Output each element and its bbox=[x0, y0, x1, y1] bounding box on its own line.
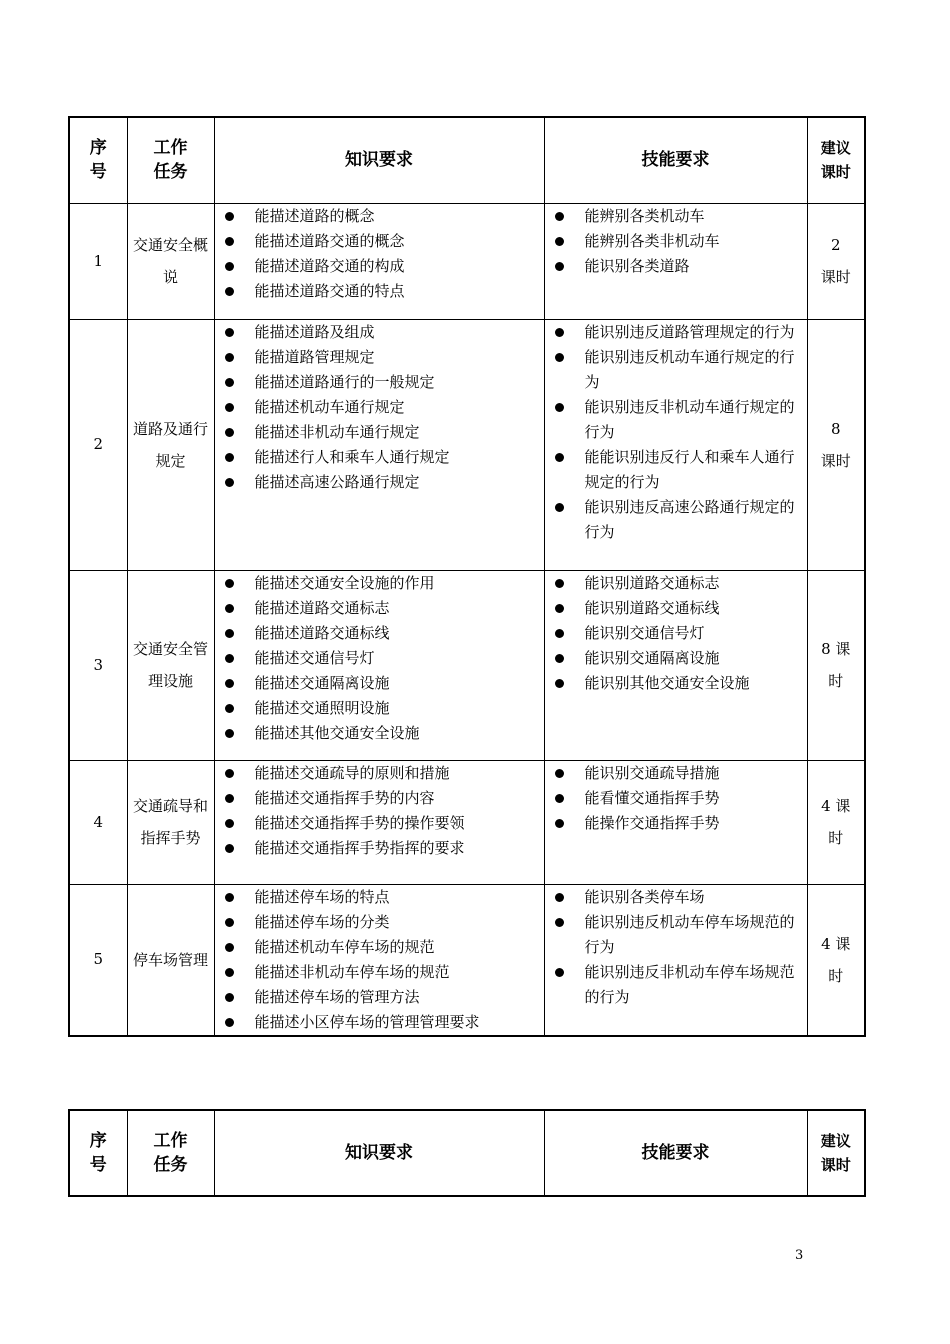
bullet-icon bbox=[225, 328, 234, 337]
skills-list bbox=[545, 204, 807, 279]
row-hours: 8 课时 bbox=[807, 319, 865, 570]
bullet-icon bbox=[555, 794, 564, 803]
list-item bbox=[545, 254, 807, 279]
knowledge-list bbox=[215, 571, 544, 746]
knowledge-item-text: 能描述道路交通标线 bbox=[254, 623, 390, 642]
row-task: 交通安全概说 bbox=[127, 203, 214, 319]
skills-item-text: 能看懂交通指挥手势 bbox=[584, 788, 720, 807]
list-item bbox=[545, 761, 807, 786]
list-item bbox=[215, 761, 544, 786]
bullet-icon bbox=[555, 819, 564, 828]
bullet-icon bbox=[225, 604, 234, 613]
bullet-icon bbox=[555, 968, 564, 977]
list-item bbox=[215, 985, 544, 1010]
row-skills bbox=[544, 203, 807, 319]
course-table bbox=[68, 116, 866, 1037]
list-item bbox=[545, 786, 807, 811]
bullet-icon bbox=[225, 704, 234, 713]
skills-item-text: 能识别违反道路管理规定的行为 bbox=[584, 322, 795, 341]
list-item bbox=[215, 671, 544, 696]
row-knowledge bbox=[214, 570, 544, 760]
list-item bbox=[215, 786, 544, 811]
list-item bbox=[545, 571, 807, 596]
bullet-icon bbox=[555, 604, 564, 613]
bullet-icon bbox=[225, 1018, 234, 1027]
knowledge-item-text: 能描述交通隔离设施 bbox=[254, 673, 390, 692]
bullet-icon bbox=[225, 769, 234, 778]
skills-item-text: 能识别违反非机动车停车场规范的行为 bbox=[584, 962, 795, 1006]
skills-item-text: 能识别其他交通安全设施 bbox=[584, 673, 750, 692]
knowledge-item-text: 能描述交通指挥手势指挥的要求 bbox=[254, 838, 465, 857]
bullet-icon bbox=[225, 943, 234, 952]
table-row bbox=[69, 203, 865, 319]
list-item bbox=[215, 621, 544, 646]
row-knowledge bbox=[214, 319, 544, 570]
bullet-icon bbox=[225, 428, 234, 437]
skills-item-text: 能识别各类停车场 bbox=[584, 887, 705, 906]
skills-list bbox=[545, 885, 807, 1010]
row-index: 4 bbox=[69, 760, 127, 884]
list-item bbox=[215, 910, 544, 935]
list-item bbox=[545, 960, 807, 1010]
list-item bbox=[215, 960, 544, 985]
row-index: 5 bbox=[69, 884, 127, 1036]
bullet-icon bbox=[555, 262, 564, 271]
header-task: 工作 任务 bbox=[127, 117, 214, 203]
bullet-icon bbox=[555, 679, 564, 688]
list-item bbox=[545, 671, 807, 696]
row-skills bbox=[544, 760, 807, 884]
row-index: 2 bbox=[69, 319, 127, 570]
bullet-icon bbox=[225, 819, 234, 828]
knowledge-list bbox=[215, 885, 544, 1035]
list-item bbox=[545, 495, 807, 545]
knowledge-item-text: 能描述机动车通行规定 bbox=[254, 397, 405, 416]
header-skills: 技能要求 bbox=[544, 117, 807, 203]
bullet-icon bbox=[225, 262, 234, 271]
row-hours: 4 课 时 bbox=[807, 760, 865, 884]
knowledge-item-text: 能描述交通指挥手势的内容 bbox=[254, 788, 435, 807]
list-item bbox=[545, 811, 807, 836]
header-hours: 建议 课时 bbox=[807, 1110, 865, 1196]
knowledge-item-text: 能描述道路交通的构成 bbox=[254, 256, 405, 275]
knowledge-item-text: 能描述交通信号灯 bbox=[254, 648, 375, 667]
skills-item-text: 能识别道路交通标线 bbox=[584, 598, 720, 617]
knowledge-item-text: 能描述道路交通标志 bbox=[254, 598, 390, 617]
bullet-icon bbox=[555, 503, 564, 512]
header-task: 工作 任务 bbox=[127, 1110, 214, 1196]
list-item bbox=[215, 935, 544, 960]
bullet-icon bbox=[225, 629, 234, 638]
list-item bbox=[215, 696, 544, 721]
list-item bbox=[215, 254, 544, 279]
list-item bbox=[215, 721, 544, 746]
knowledge-item-text: 能描述道路交通的特点 bbox=[254, 281, 405, 300]
knowledge-item-text: 能描述停车场的管理方法 bbox=[254, 987, 420, 1006]
list-item bbox=[215, 279, 544, 304]
bullet-icon bbox=[555, 328, 564, 337]
list-item bbox=[545, 445, 807, 495]
row-hours: 4 课 时 bbox=[807, 884, 865, 1036]
list-item bbox=[215, 646, 544, 671]
list-item bbox=[545, 910, 807, 960]
list-item bbox=[545, 345, 807, 395]
bullet-icon bbox=[225, 353, 234, 362]
skills-item-text: 能辨别各类机动车 bbox=[584, 206, 705, 225]
skills-item-text: 能识别违反机动车停车场规范的行为 bbox=[584, 912, 795, 956]
row-hours: 8 课 时 bbox=[807, 570, 865, 760]
row-task: 道路及通行规定 bbox=[127, 319, 214, 570]
knowledge-item-text: 能描述停车场的特点 bbox=[254, 887, 390, 906]
skills-item-text: 能能识别违反行人和乘车人通行规定的行为 bbox=[584, 447, 795, 491]
list-item bbox=[545, 320, 807, 345]
knowledge-item-text: 能描述高速公路通行规定 bbox=[254, 472, 420, 491]
row-skills bbox=[544, 319, 807, 570]
bullet-icon bbox=[555, 237, 564, 246]
skills-item-text: 能识别违反机动车通行规定的行为 bbox=[584, 347, 795, 391]
knowledge-item-text: 能描述交通照明设施 bbox=[254, 698, 390, 717]
row-knowledge bbox=[214, 203, 544, 319]
knowledge-item-text: 能描述交通指挥手势的操作要领 bbox=[254, 813, 465, 832]
skills-item-text: 能识别交通隔离设施 bbox=[584, 648, 720, 667]
row-task: 停车场管理 bbox=[127, 884, 214, 1036]
skills-item-text: 能辨别各类非机动车 bbox=[584, 231, 720, 250]
list-item bbox=[215, 229, 544, 254]
row-task: 交通疏导和指挥手势 bbox=[127, 760, 214, 884]
list-item bbox=[215, 470, 544, 495]
list-item bbox=[215, 320, 544, 345]
list-item bbox=[215, 885, 544, 910]
knowledge-item-text: 能描述行人和乘车人通行规定 bbox=[254, 447, 450, 466]
bullet-icon bbox=[555, 353, 564, 362]
bullet-icon bbox=[225, 453, 234, 462]
bullet-icon bbox=[225, 287, 234, 296]
knowledge-item-text: 能描述道路及组成 bbox=[254, 322, 375, 341]
knowledge-item-text: 能描述道路交通的概念 bbox=[254, 231, 405, 250]
row-skills bbox=[544, 570, 807, 760]
list-item bbox=[545, 229, 807, 254]
bullet-icon bbox=[225, 844, 234, 853]
list-item bbox=[215, 370, 544, 395]
knowledge-item-text: 能描道路管理规定 bbox=[254, 347, 375, 366]
skills-item-text: 能识别各类道路 bbox=[584, 256, 690, 275]
bullet-icon bbox=[555, 654, 564, 663]
list-item bbox=[545, 646, 807, 671]
header-knowledge: 知识要求 bbox=[214, 117, 544, 203]
row-task: 交通安全管理设施 bbox=[127, 570, 214, 760]
list-item bbox=[545, 621, 807, 646]
knowledge-item-text: 能描述非机动车停车场的规范 bbox=[254, 962, 450, 981]
knowledge-item-text: 能描述其他交通安全设施 bbox=[254, 723, 420, 742]
list-item bbox=[215, 811, 544, 836]
bullet-icon bbox=[225, 993, 234, 1002]
page-number: 3 bbox=[795, 1248, 804, 1263]
bullet-icon bbox=[555, 579, 564, 588]
bullet-icon bbox=[225, 968, 234, 977]
bullet-icon bbox=[225, 478, 234, 487]
knowledge-item-text: 能描述道路的概念 bbox=[254, 206, 375, 225]
list-item bbox=[545, 596, 807, 621]
row-knowledge bbox=[214, 884, 544, 1036]
bullet-icon bbox=[225, 918, 234, 927]
row-hours: 2 课时 bbox=[807, 203, 865, 319]
bullet-icon bbox=[225, 378, 234, 387]
knowledge-list bbox=[215, 761, 544, 861]
bullet-icon bbox=[225, 794, 234, 803]
header-hours: 建议 课时 bbox=[807, 117, 865, 203]
header-skills: 技能要求 bbox=[544, 1110, 807, 1196]
row-knowledge bbox=[214, 760, 544, 884]
bullet-icon bbox=[225, 654, 234, 663]
bullet-icon bbox=[555, 918, 564, 927]
knowledge-item-text: 能描述交通疏导的原则和措施 bbox=[254, 763, 450, 782]
header-index: 序 号 bbox=[69, 1110, 127, 1196]
list-item bbox=[215, 1010, 544, 1035]
knowledge-list bbox=[215, 204, 544, 304]
list-item bbox=[545, 395, 807, 445]
bullet-icon bbox=[225, 237, 234, 246]
bullet-icon bbox=[555, 403, 564, 412]
table-row bbox=[69, 570, 865, 760]
list-item bbox=[545, 204, 807, 229]
list-item bbox=[215, 571, 544, 596]
bullet-icon bbox=[555, 769, 564, 778]
table-row bbox=[69, 884, 865, 1036]
bullet-icon bbox=[555, 629, 564, 638]
bullet-icon bbox=[555, 893, 564, 902]
bullet-icon bbox=[225, 679, 234, 688]
bullet-icon bbox=[225, 729, 234, 738]
knowledge-list bbox=[215, 320, 544, 495]
row-index: 3 bbox=[69, 570, 127, 760]
skills-list bbox=[545, 761, 807, 836]
knowledge-item-text: 能描述小区停车场的管理管理要求 bbox=[254, 1012, 480, 1031]
skills-item-text: 能识别道路交通标志 bbox=[584, 573, 720, 592]
list-item bbox=[545, 885, 807, 910]
bullet-icon bbox=[555, 453, 564, 462]
knowledge-item-text: 能描述停车场的分类 bbox=[254, 912, 390, 931]
list-item bbox=[215, 836, 544, 861]
skills-item-text: 能识别交通信号灯 bbox=[584, 623, 705, 642]
bullet-icon bbox=[225, 403, 234, 412]
list-item bbox=[215, 596, 544, 621]
skills-item-text: 能识别交通疏导措施 bbox=[584, 763, 720, 782]
row-index: 1 bbox=[69, 203, 127, 319]
header-knowledge: 知识要求 bbox=[214, 1110, 544, 1196]
list-item bbox=[215, 395, 544, 420]
course-table-continued bbox=[68, 1109, 866, 1197]
row-skills bbox=[544, 884, 807, 1036]
knowledge-item-text: 能描述非机动车通行规定 bbox=[254, 422, 420, 441]
list-item bbox=[215, 345, 544, 370]
bullet-icon bbox=[555, 212, 564, 221]
table-header-row bbox=[69, 1110, 865, 1196]
knowledge-item-text: 能描述道路通行的一般规定 bbox=[254, 372, 435, 391]
list-item bbox=[215, 420, 544, 445]
skills-item-text: 能识别违反非机动车通行规定的行为 bbox=[584, 397, 795, 441]
knowledge-item-text: 能描述机动车停车场的规范 bbox=[254, 937, 435, 956]
header-index: 序 号 bbox=[69, 117, 127, 203]
table-header-row bbox=[69, 117, 865, 203]
bullet-icon bbox=[225, 893, 234, 902]
list-item bbox=[215, 445, 544, 470]
skills-list bbox=[545, 571, 807, 696]
knowledge-item-text: 能描述交通安全设施的作用 bbox=[254, 573, 435, 592]
table-row bbox=[69, 760, 865, 884]
skills-item-text: 能操作交通指挥手势 bbox=[584, 813, 720, 832]
skills-item-text: 能识别违反高速公路通行规定的行为 bbox=[584, 497, 795, 541]
table-row bbox=[69, 319, 865, 570]
list-item bbox=[215, 204, 544, 229]
skills-list bbox=[545, 320, 807, 545]
bullet-icon bbox=[225, 212, 234, 221]
bullet-icon bbox=[225, 579, 234, 588]
